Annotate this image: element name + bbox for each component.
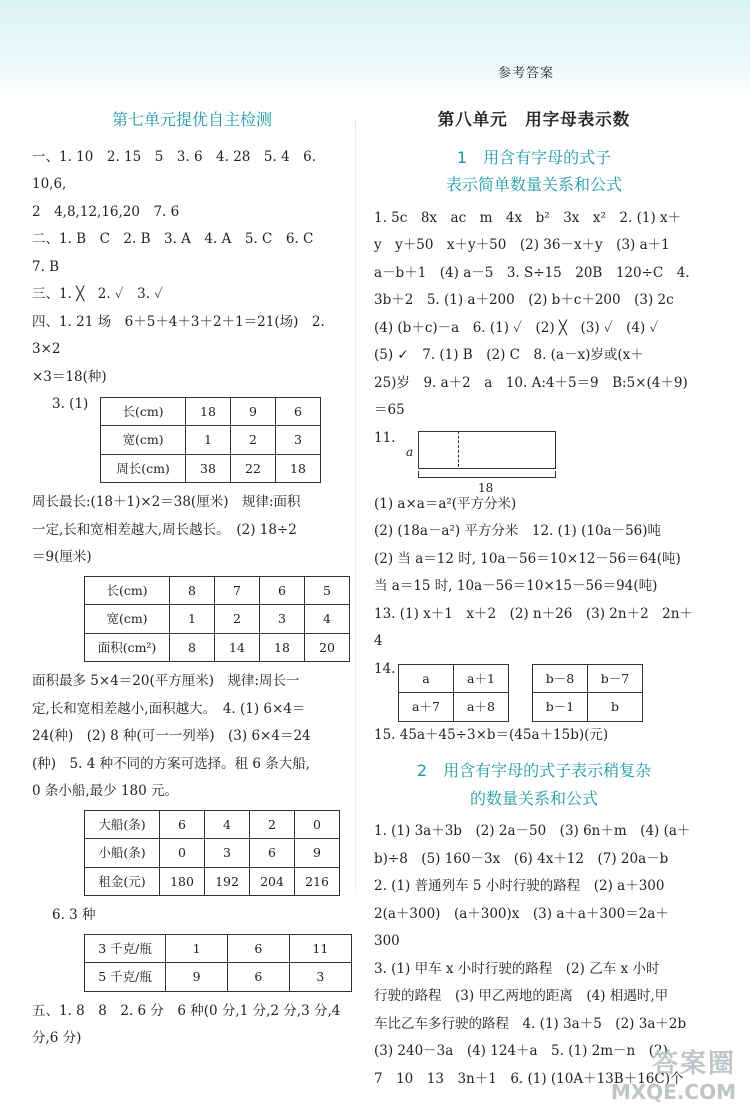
table-cell: 5 千克/瓶	[85, 963, 166, 992]
table-row	[85, 810, 340, 839]
answer-line: (1) a×a＝a²(平方分米)	[374, 495, 517, 512]
table-cell: 1	[166, 934, 228, 963]
table-cell: a	[399, 664, 454, 693]
answer-line: 1. (1) 3a＋3b (2) 2a－50 (3) 6n＋m (4) (a＋	[374, 823, 691, 839]
answer-line: 2. (1) 普通列车 5 小时行驶的路程 (2) a＋300	[374, 878, 665, 894]
table-cell: 7	[215, 576, 260, 605]
left-answers-4	[32, 998, 352, 1053]
answer-line: 三、1. ╳ 2. ✓ 3. ✓	[32, 286, 164, 302]
table-cell: 面积(cm²)	[85, 633, 170, 662]
rectangle-shape	[418, 431, 556, 469]
q14-table-b	[532, 664, 643, 722]
table-cell: 9	[166, 963, 228, 992]
answer-line: 25)岁 9. a＋2 a 10. A:4＋5＝9 B:5×(4＋9)	[374, 374, 688, 391]
table-cell: 216	[295, 867, 340, 896]
answer-line: ＝9(厘米)	[32, 549, 92, 565]
answer-line: 面积最多 5×4＝20(平方厘米) 规律:周长一	[32, 673, 300, 689]
table-cell: 宽(cm)	[85, 605, 170, 634]
table-cell: 38	[186, 454, 231, 483]
table-cell: 6	[227, 934, 289, 963]
table-cell: 2	[215, 605, 260, 634]
table-cell: 3	[276, 426, 321, 455]
table-cell: 大船(条)	[85, 810, 160, 839]
q11-figure	[374, 425, 694, 495]
table-cell: 8	[170, 576, 215, 605]
table-cell: 4	[205, 810, 250, 839]
table-cell: 5	[305, 576, 350, 605]
answer-line: b)÷8 (5) 160－3x (6) 4x＋12 (7) 20a－b	[374, 850, 669, 867]
table-cell: 3 千克/瓶	[85, 934, 166, 963]
answer-line: (2) (18a－a²) 平方分米 12. (1) (10a－56)吨	[374, 523, 662, 539]
table-cell: 20	[305, 633, 350, 662]
table-cell: 1	[170, 605, 215, 634]
perimeter-table	[100, 397, 321, 484]
table-cell: 8	[170, 633, 215, 662]
answer-line: 行驶的路程 (3) 甲乙两地的距离 (4) 相遇时,甲	[374, 988, 669, 1004]
answer-line: 车比乙车多行驶的路程 4. (1) 3a＋5 (2) 3a＋2b	[374, 1015, 687, 1032]
answer-line: 24(种) (2) 8 种(可一一列举) (3) 6×4＝24	[32, 728, 311, 744]
table-cell: 192	[205, 867, 250, 896]
bottle-table	[84, 934, 352, 992]
table-row	[85, 633, 350, 662]
answer-line: 1. 5c 8x ac m 4x b² 3x x² 2. (1) x＋	[374, 209, 682, 226]
section2-title-line1: 2 用含有字母的式子表示稍复杂	[416, 761, 652, 780]
table-row	[85, 576, 350, 605]
answer-line: 周长最长:(18＋1)×2＝38(厘米) 规律:面积	[32, 494, 301, 510]
q14-block	[374, 656, 694, 722]
table-row	[399, 664, 509, 693]
section1-title-line1: 1 用含有字母的式子	[456, 147, 612, 167]
table-cell: 2	[250, 810, 295, 839]
table-cell: 204	[250, 867, 295, 896]
table-row	[85, 605, 350, 634]
table-cell: 周长(cm)	[101, 454, 186, 483]
answer-line: ×3＝18(种)	[32, 368, 107, 385]
table-cell: 11	[289, 934, 351, 963]
table-row	[101, 454, 321, 483]
answer-line: ＝65	[374, 402, 405, 418]
watermark-line2: MXQE.COM	[610, 1080, 736, 1104]
table-cell: a＋1	[454, 664, 509, 693]
q14-table-a	[398, 664, 509, 722]
answer-line: (2) 当 a＝12 时, 10a－56＝10×12－56＝64(吨)	[374, 550, 681, 567]
section1-answers-2	[374, 491, 694, 656]
table-cell: a＋8	[454, 693, 509, 722]
table-cell: 2	[231, 426, 276, 455]
table-cell: b	[588, 693, 643, 722]
answer-line: 五、1. 8 8 2. 6 分 6 种(0 分,1 分,2 分,3 分,4	[32, 1002, 341, 1019]
answer-line: (4) (b＋c)－a 6. (1) ✓ (2) ╳ (3) ✓ (4) ✓	[374, 319, 659, 336]
left-answers-3	[32, 668, 352, 806]
dashed-divider-line	[458, 431, 459, 467]
answer-line: 7 10 13 3n＋1 6. (1) (10A＋13B＋16C)个	[374, 1070, 684, 1087]
answer-line: 当 a＝15 时, 10a－56＝10×15－56＝94(吨)	[374, 578, 658, 594]
table-row	[85, 934, 352, 963]
table-cell: 6	[260, 576, 305, 605]
table-cell: 9	[295, 839, 340, 868]
section1-answers-1	[374, 205, 694, 425]
table-cell: 6	[160, 810, 205, 839]
table-cell: b－7	[588, 664, 643, 693]
watermark-logo	[611, 1043, 736, 1104]
table-cell: 22	[231, 454, 276, 483]
table-cell: 长(cm)	[101, 397, 186, 426]
answer-line: 0 条小船,最少 180 元。	[32, 783, 179, 799]
table-row	[399, 693, 509, 722]
section2-answers-1	[374, 818, 694, 956]
table-cell: a＋7	[399, 693, 454, 722]
answer-line: 2 4,8,12,16,20 7. 6	[32, 203, 180, 220]
table-cell: 6	[276, 397, 321, 426]
answer-line: (5) ✓ 7. (1) B (2) C 8. (a－x)岁或(x＋	[374, 347, 644, 363]
answer-line: 一定,长和宽相差越大,周长越长。 (2) 18÷2	[32, 521, 297, 538]
q3-label: 3. (1)	[52, 396, 89, 412]
left-column	[32, 106, 352, 1053]
top-band	[0, 0, 750, 98]
answer-line: a－b＋1 (4) a－5 3. S÷15 20B 120÷C 4.	[374, 264, 690, 281]
right-title: 第八单元 用字母表示数	[437, 110, 631, 129]
table-cell: 180	[160, 867, 205, 896]
answer-line: 13. (1) x＋1 x＋2 (2) n＋26 (3) 2n＋2 2n＋4	[374, 605, 693, 649]
left-answers-2	[32, 489, 352, 572]
section2-title-line2: 的数量关系和公式	[469, 788, 598, 808]
answer-line: y y＋50 x＋y＋50 (2) 36－x＋y (3) a＋1	[374, 237, 670, 253]
table-cell: 18	[186, 397, 231, 426]
table-cell: 0	[160, 839, 205, 868]
column-divider	[355, 120, 356, 890]
answer-line: (3) 240－3a (4) 124＋a 5. (1) 2m－n (2)	[374, 1043, 668, 1059]
answer-line: 四、1. 21 场 6＋5＋4＋3＋2＋1＝21(场) 2. 3×2	[32, 313, 325, 357]
table-row	[533, 693, 643, 722]
answer-line: 7. B	[32, 258, 60, 275]
table-cell: b－1	[533, 693, 588, 722]
right-column	[374, 106, 694, 1093]
table-cell: 3	[260, 605, 305, 634]
left-title: 第七单元提优自主检测	[111, 110, 272, 129]
q11-label: 11.	[374, 429, 396, 446]
answer-line: 3. (1) 甲车 x 小时行驶的路程 (2) 乙车 x 小时	[374, 960, 660, 977]
table-cell: 1	[186, 426, 231, 455]
answer-line: 定,长和宽相差越小,面积越大。 4. (1) 6×4＝	[32, 700, 306, 717]
table-cell: 3	[289, 963, 351, 992]
table-row	[101, 426, 321, 455]
table-row	[85, 963, 352, 992]
figure-label-18: 18	[478, 480, 494, 495]
q6-answer: 6. 3 种	[52, 907, 96, 923]
table-cell: 6	[227, 963, 289, 992]
table-cell: 18	[276, 454, 321, 483]
table-cell: 4	[305, 605, 350, 634]
watermark-line1: 答案圈	[651, 1049, 736, 1079]
answer-line: 3b＋2 5. (1) a＋200 (2) b＋c＋200 (3) 2c	[374, 292, 674, 308]
boat-table	[84, 810, 340, 897]
table-row	[101, 397, 321, 426]
table-row	[85, 867, 340, 896]
table-cell: 长(cm)	[85, 576, 170, 605]
answer-line: 2(a＋300) (a＋300)x (3) a＋a＋300＝2a＋300	[374, 905, 669, 949]
table-cell: 18	[260, 633, 305, 662]
section1-title-line2: 表示简单数量关系和公式	[445, 175, 622, 194]
answer-line: 二、1. B C 2. B 3. A 4. A 5. C 6. C	[32, 231, 314, 247]
table-cell: 0	[295, 810, 340, 839]
page-header: 参考答案	[497, 66, 554, 81]
table-cell: 14	[215, 633, 260, 662]
table-cell: 9	[231, 397, 276, 426]
table-row	[533, 664, 643, 693]
table-cell: 6	[250, 839, 295, 868]
table-cell: 小船(条)	[85, 839, 160, 868]
table-cell: 宽(cm)	[101, 426, 186, 455]
answer-line: (种) 5. 4 种不同的方案可选择。租 6 条大船,	[32, 755, 311, 772]
answer-line: 分,6 分)	[32, 1030, 82, 1046]
table-row	[85, 839, 340, 868]
q14-label: 14.	[374, 660, 396, 677]
q15-answer: 15. 45a＋45÷3×b＝(45a＋15b)(元)	[374, 726, 609, 743]
table-cell: 3	[205, 839, 250, 868]
table-cell: 租金(元)	[85, 867, 160, 896]
answer-line: 一、1. 10 2. 15 5 3. 6 4. 28 5. 4 6. 10,6,	[32, 148, 317, 192]
area-table	[84, 576, 350, 663]
table-cell: b－8	[533, 664, 588, 693]
left-answers-1	[32, 144, 352, 392]
figure-label-a: a	[406, 444, 414, 459]
